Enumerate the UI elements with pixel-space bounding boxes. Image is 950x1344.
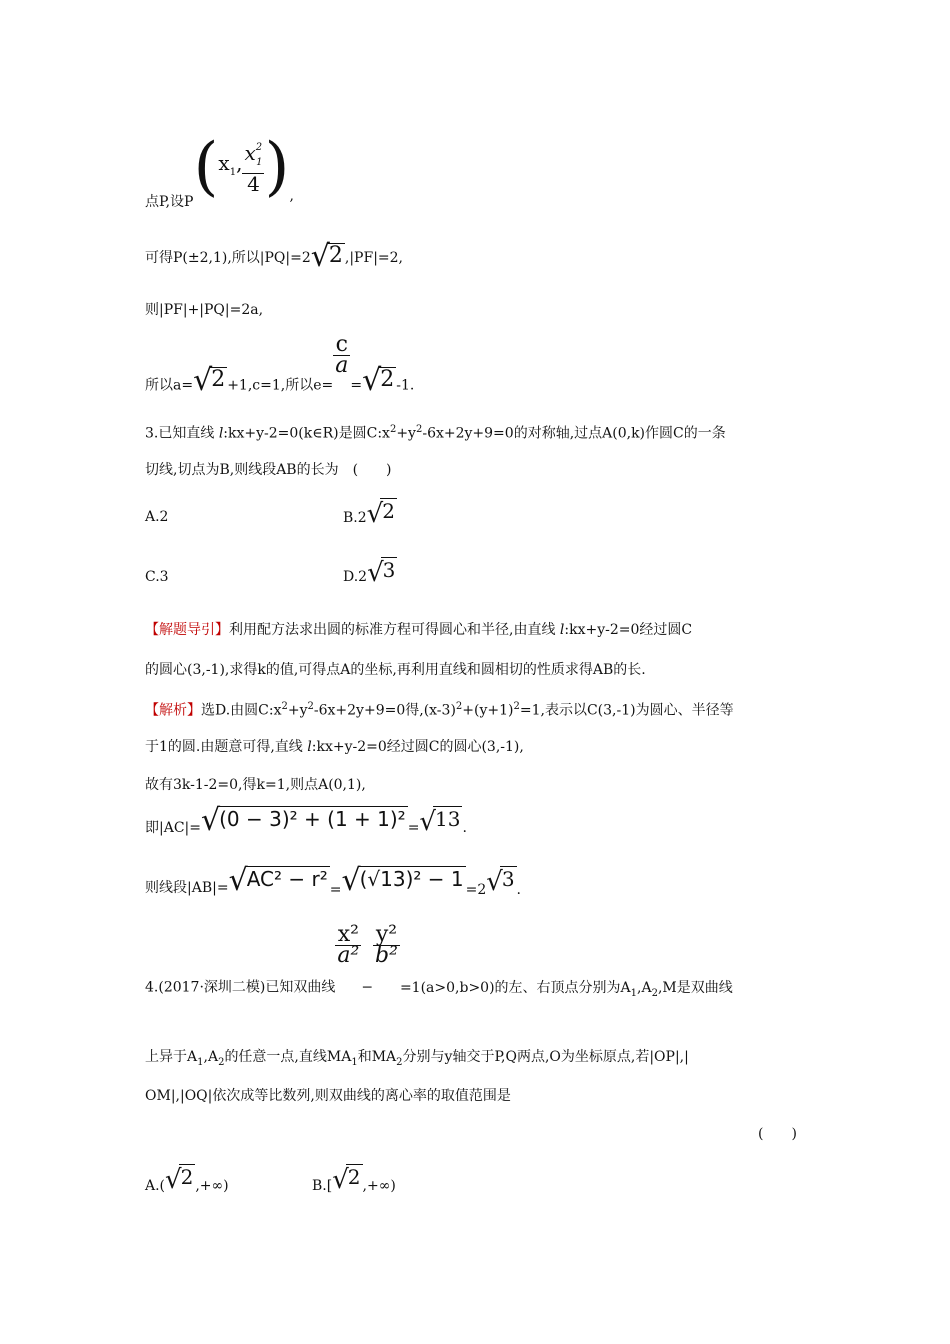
text-line-pf-pq: 则|PF|+|PQ|=2a, [145, 302, 264, 318]
text-segment: -1. [396, 377, 415, 394]
text-segment: = [350, 377, 363, 394]
text-segment: ,|PF|=2, [344, 250, 403, 266]
sqrt-3: √3 [486, 867, 515, 897]
point-x: $x_1$, [218, 151, 243, 178]
text-line-p-coords [145, 239, 403, 274]
q4-option-a[interactable]: A.(√2 ,+∞) [145, 1165, 229, 1195]
guide-tag: 【解题导引】 [145, 622, 229, 638]
option-a[interactable]: A.2 [145, 509, 169, 525]
solution-ac: 即|AC|=√(0 − 3)² + (1 + 1)² =√13 . [145, 803, 467, 838]
text-segment: , [289, 188, 294, 204]
sqrt-ac-expression: √(0 − 3)² + (1 + 1)² [201, 803, 406, 838]
sqrt-2: √2 [362, 362, 395, 398]
right-paren: ) [264, 130, 290, 204]
option-c[interactable]: C.3 [145, 569, 169, 585]
question-3-line-1: 3.已知直线 l:kx+y-2=0(k∈R)是圆$C:x^2+y^2-6x+2y+9=0$的对称轴,过点A(0,k)作圆C的一条 [145, 424, 726, 442]
text-segment: 所以a= [145, 377, 194, 394]
sqrt-3: √3 [367, 558, 396, 588]
answer-blank: ( ) [758, 1126, 797, 1142]
left-paren: ( [193, 130, 219, 204]
solution-ab: 则线段|AB|=√AC² − r² =√(√13)² − 1 =2√3 . [145, 863, 521, 898]
solution-line-1: 【解析】选D.由圆$C:x^2+y^2-6x+2y+9=0$得$,(x-3)^2+(y+1)^2=1$,表示以C(3,-1)为圆心、半径等 [145, 701, 734, 719]
sqrt-2: √2 [193, 362, 226, 398]
text-line-p-setup [145, 130, 294, 210]
guide-line-1: 【解题导引】利用配方法求出圆的标准方程可得圆心和半径,由直线 l:kx+y-2=0经过圆C [145, 622, 693, 638]
fraction-x1sq-over-4: $\frac{x^2_1}{4}$ [242, 138, 264, 194]
fraction-x2-over-a2: $\frac{\text{x²}}{\text{a²}}$ [337, 922, 360, 968]
text-segment: 可得P(±2,1),所以|PQ|=2 [145, 250, 311, 266]
sqrt-2: √2 [332, 1165, 361, 1195]
solution-line-3: 故有3k-1-2=0,得k=1,则点A(0,1), [145, 777, 366, 793]
solution-line-2: 于1的圆.由题意可得,直线 l:kx+y-2=0经过圆C的圆心(3,-1), [145, 739, 524, 755]
question-4-line-1: 4.(2017·深圳二模)已知双曲线 $\frac{\text{x²}}{\text{a²}}$ − $\frac{\text{y²}}{\text{b²}}$ =1(a>0,b>0)的左、右顶点分别为$A_1,A_2,M$是双曲线 [145, 922, 733, 999]
sqrt-13: √13 [419, 807, 461, 837]
sqrt-2: √2 [366, 499, 395, 529]
sqrt-2: √2 [165, 1165, 194, 1195]
text-line-eccentricity [145, 332, 415, 399]
question-4-line-2: 上异于$A_1,A_2$的任意一点,直线$MA_1$和$MA_2$分别与y轴交于P,Q两点,O为坐标原点,若|OP|,| [145, 1049, 689, 1068]
q4-option-b[interactable]: B.[√2 ,+∞) [312, 1165, 396, 1195]
sqrt-2: √2 [310, 239, 343, 274]
sqrt-ab-expression: √AC² − r² [228, 863, 328, 898]
fraction-c-over-a: $\frac{c}{a}$ [335, 332, 349, 378]
option-b[interactable]: B.2√2 [343, 499, 395, 529]
option-d[interactable]: D.2√3 [343, 558, 396, 588]
text-segment: +1,c=1,所以e= [227, 377, 334, 394]
fraction-y2-over-b2: $\frac{\text{y²}}{\text{b²}}$ [375, 922, 398, 968]
sqrt-13sq-minus-1: √(√13)² − 1 [341, 863, 464, 898]
guide-line-2: 的圆心(3,-1),求得k的值,可得点A的坐标,再利用直线和圆相切的性质求得AB的长. [145, 662, 646, 678]
solution-tag: 【解析】 [145, 702, 201, 719]
text-segment: 点P,设P [145, 194, 194, 210]
question-3-line-2: 切线,切点为B,则线段AB的长为 ( ) [145, 462, 392, 478]
question-4-line-3: OM|,|OQ|依次成等比数列,则双曲线的离心率的取值范围是 [145, 1088, 511, 1104]
